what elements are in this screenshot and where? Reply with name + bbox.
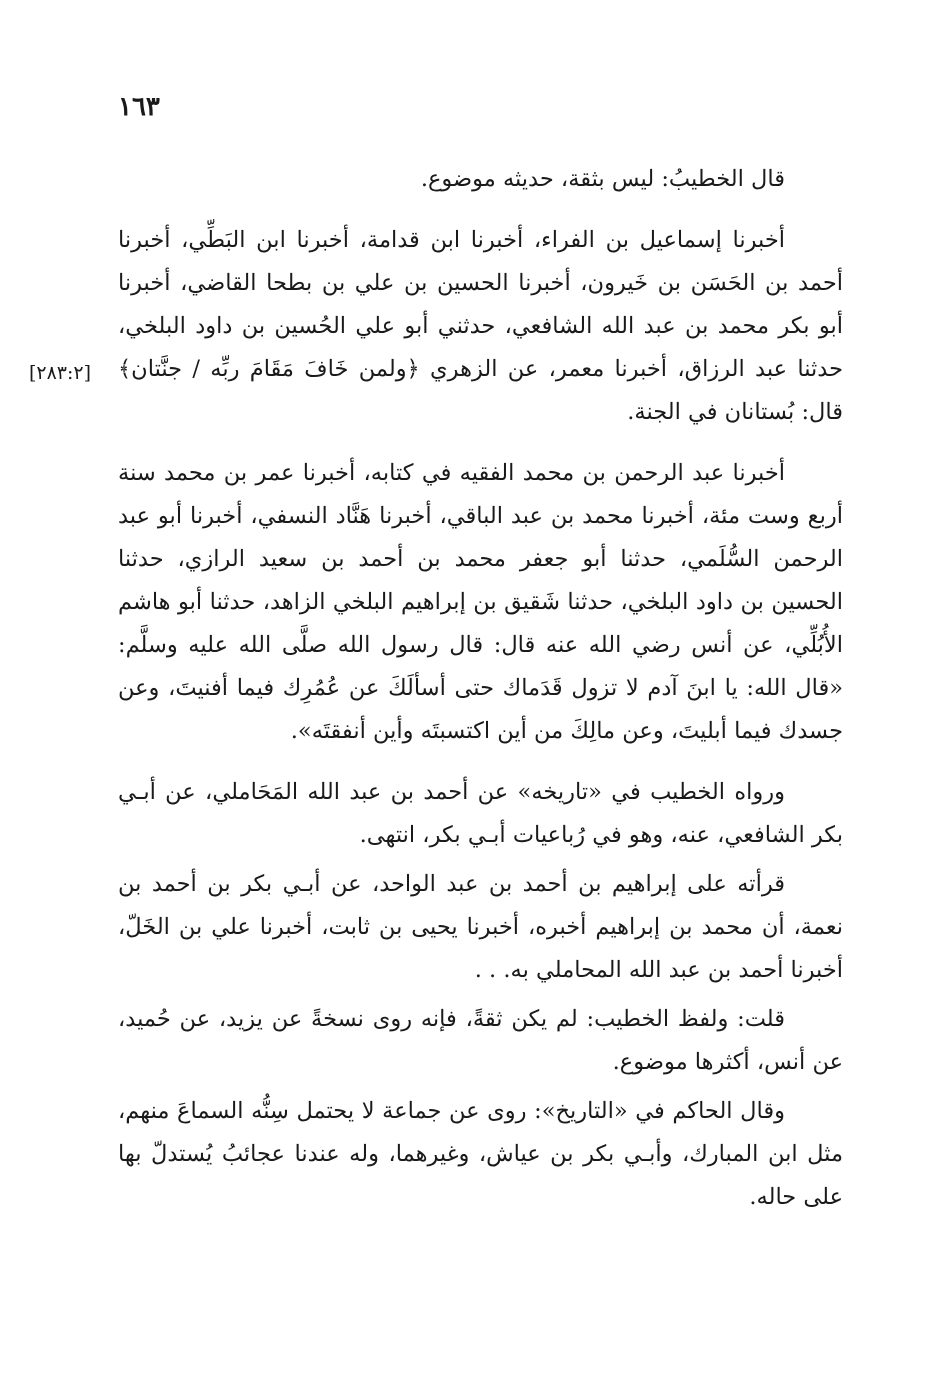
paragraph: أخبرنا إسماعيل بن الفراء، أخبرنا ابن قدامة، أخبرنا ابن البَطِّي، أخبرنا أحمد بن الحَسَن بن خَيرون، أخبرنا الحسين بن علي بن بطحا القاضي، أخبرنا أبو بكر محمد بن عبد الله الشافعي، حدثني أبو علي الحُسين بن داود البلخي، حدثنا عبد الرزاق، أخبرنا معمر، عن الزهري ﴿ولمن خَافَ مَقَامَ ربِّه / جنَّتان﴾ قال: بُستانان في الجنة. [118,227,843,425]
paragraph: قلت: ولفظ الخطيب: لم يكن ثقةً، فإنه روى نسخةً عن يزيد، عن حُميد، عن أنس، أكثرها موضوع. [118,1006,843,1075]
page-number: ١٦٣ [118,92,160,122]
margin-reference: [٢٨٣:٢] [28,362,92,384]
paragraph: وقال الحاكم في «التاريخ»: روى عن جماعة لا يحتمل سِنُّه السماعَ منهم، مثل ابن المبارك، وأبـي بكر بن عياش، وغيرهما، وله عندنا عجائبُ يُستدلّ بها على حاله. [118,1098,843,1210]
paragraph: ورواه الخطيب في «تاريخه» عن أحمد بن عبد الله المَحَاملي، عن أبـي بكر الشافعي، عنه، وهو في رُباعيات أبـي بكر، انتهى. [118,779,843,848]
paragraph: أخبرنا عبد الرحمن بن محمد الفقيه في كتابه، أخبرنا عمر بن محمد سنة أربع وست مئة، أخبرنا محمد بن عبد الباقي، أخبرنا هَنَّاد النسفي، أخبرنا أبو عبد الرحمن السُّلَمي، حدثنا أبو جعفر محمد بن أحمد بن سعيد الرازي، حدثنا الحسين بن داود البلخي، حدثنا شَقيق بن إبراهيم البلخي الزاهد، حدثنا أبو هاشم الأُبُلِّي، عن أنس رضي الله عنه قال: قال رسول الله صلَّى الله عليه وسلَّم: «قال الله: يا ابنَ آدم لا تزول قَدَماك حتى أسألَكَ عن عُمُرِك فيما أفنيتَ، وعن جسدك فيما أبليتَ، وعن مالِكَ من أين اكتسبتَه وأين أنفقتَه». [118,460,843,744]
page-body [118,158,843,1219]
paragraph: قرأته على إبراهيم بن أحمد بن عبد الواحد، عن أبـي بكر بن أحمد بن نعمة، أن محمد بن إبراهيم أخبره، أخبرنا يحيى بن ثابت، أخبرنا علي بن الخَلّ، أخبرنا أحمد بن عبد الله المحاملي به. . . [118,871,843,983]
paragraph: قال الخطيبُ: ليس بثقة، حديثه موضوع. [420,166,785,192]
